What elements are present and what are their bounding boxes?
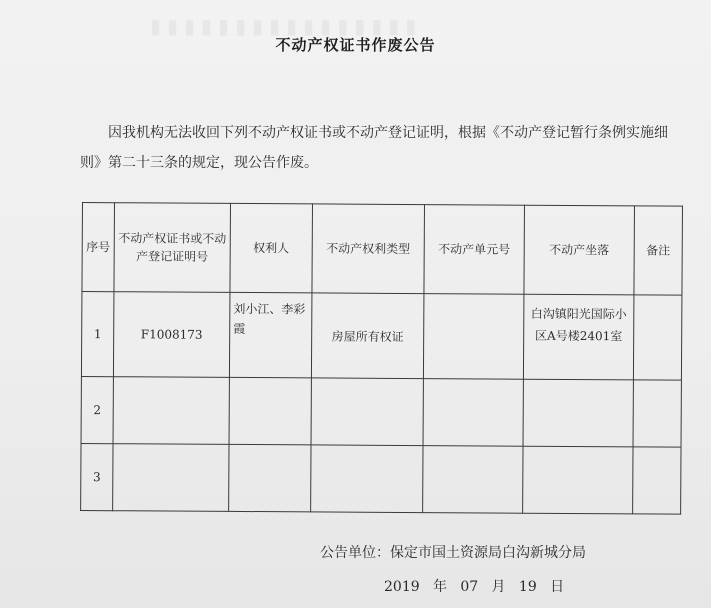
- notice-intro-paragraph: 因我机构无法收回下列不动产权证书或不动产登记证明，根据《不动产登记暂行条例实施细则》第二十三条的规定，现公告作废。: [80, 125, 668, 171]
- cell-right-holder: [229, 377, 311, 444]
- notice-date: [384, 576, 564, 596]
- date-month-unit: 月: [491, 579, 506, 595]
- cell-serial: 3: [81, 443, 113, 510]
- date-year: 2019: [384, 579, 420, 595]
- date-month: 07: [460, 579, 479, 595]
- cell-certificate-no: F1008173: [113, 292, 230, 378]
- cell-right-type: [311, 378, 423, 446]
- cell-certificate-no: [113, 444, 229, 512]
- void-certificate-table: [80, 202, 683, 515]
- table-row: [81, 292, 682, 381]
- table-row: [81, 443, 681, 514]
- header-certificate-no: 不动产权证书或不动产登记证明号: [114, 203, 231, 293]
- cell-right-holder: [229, 444, 311, 511]
- table-row: [81, 376, 681, 447]
- cell-right-holder: 刘小江、李彩霞: [229, 292, 312, 377]
- date-day: 19: [518, 579, 537, 595]
- header-location: 不动产坐落: [524, 205, 635, 295]
- cell-right-type: [311, 445, 423, 513]
- header-serial: 序号: [82, 203, 115, 292]
- cell-remarks: [633, 447, 681, 514]
- cell-certificate-no: [113, 377, 229, 445]
- cell-location: [523, 379, 633, 447]
- cell-location: 白沟镇阳光国际小区A号楼2401室: [523, 294, 634, 380]
- issuing-unit: 公告单位：保定市国土资源局白沟新城分局: [320, 545, 586, 561]
- header-unit-no: 不动产单元号: [424, 205, 525, 295]
- cell-unit-no: [423, 379, 523, 447]
- cell-right-type: 房屋所有权证: [311, 293, 424, 379]
- date-year-unit: 年: [433, 579, 447, 595]
- table-header-row: [82, 203, 683, 296]
- cell-unit-no: [423, 294, 524, 380]
- header-right-holder: 权利人: [230, 203, 313, 292]
- header-remarks: 备注: [634, 206, 683, 295]
- date-day-unit: 日: [550, 579, 565, 595]
- cell-serial: 1: [81, 292, 114, 377]
- cell-location: [523, 446, 633, 514]
- cell-serial: 2: [81, 376, 113, 443]
- cell-remarks: [633, 380, 681, 447]
- notice-title: 不动产权证书作废公告: [275, 36, 436, 54]
- cell-remarks: [633, 295, 682, 380]
- cell-unit-no: [423, 446, 523, 514]
- header-right-type: 不动产权利类型: [312, 204, 425, 294]
